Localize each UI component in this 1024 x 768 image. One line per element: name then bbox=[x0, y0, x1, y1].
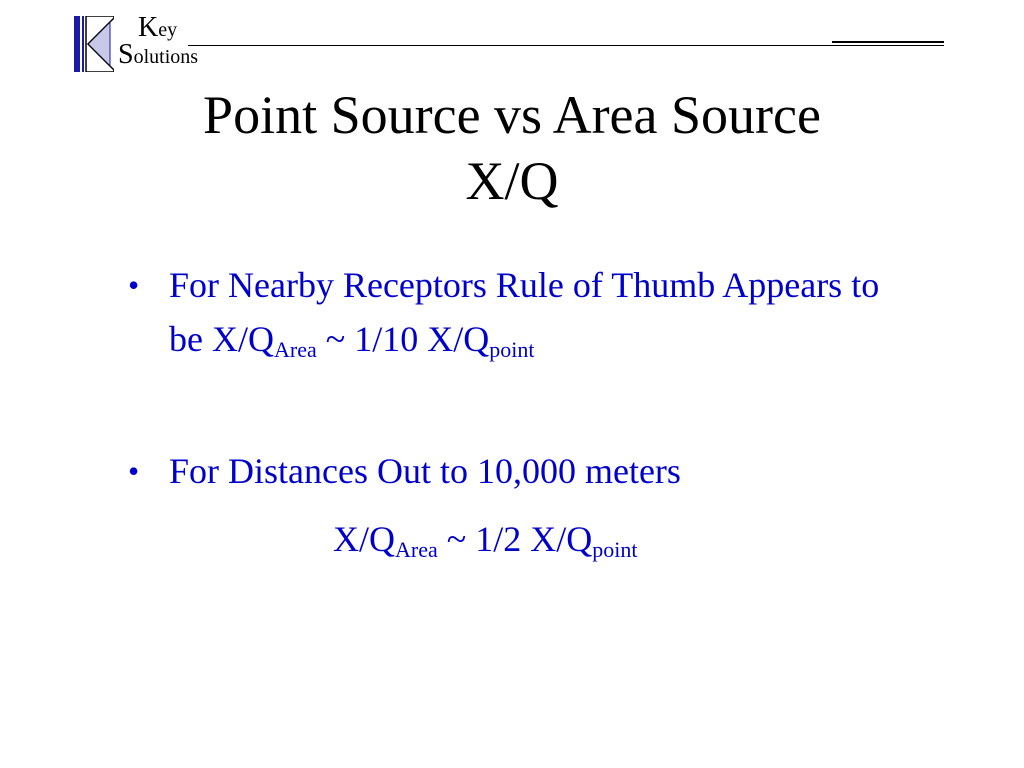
header-rule-accent bbox=[832, 41, 944, 43]
formula-part: ~ 1/2 X/Q bbox=[437, 519, 593, 559]
bullet-text: For Distances Out to 10,000 meters bbox=[169, 451, 681, 491]
logo-solutions-rest: olutions bbox=[133, 46, 199, 68]
header-rule bbox=[188, 45, 944, 46]
bullet-text-part: For Nearby Receptors Rule of Thumb Appears to be X/Q bbox=[169, 265, 880, 359]
subscript-point: point bbox=[489, 337, 535, 362]
subscript-area: Area bbox=[395, 537, 438, 562]
logo-solutions-initial: S bbox=[118, 39, 134, 70]
bullet-marker: • bbox=[128, 453, 140, 489]
bullet-item-nearby-receptors bbox=[128, 258, 888, 366]
bullet-item-distances bbox=[128, 444, 888, 498]
bullet-text-part: ~ 1/10 X/Q bbox=[316, 319, 490, 359]
ratio-formula bbox=[333, 512, 637, 566]
subscript-area: Area bbox=[273, 337, 317, 362]
slide-title-line-1: Point Source vs Area Source bbox=[203, 85, 821, 145]
logo-k-mark-icon bbox=[74, 16, 114, 72]
key-solutions-logo bbox=[74, 14, 224, 74]
logo-wordmark bbox=[118, 12, 199, 70]
subscript-point: point bbox=[592, 537, 638, 562]
logo-key-initial: K bbox=[138, 12, 159, 43]
formula-part: X/Q bbox=[333, 519, 395, 559]
slide-title-line-2: X/Q bbox=[465, 151, 559, 211]
logo-key-rest: ey bbox=[158, 19, 178, 41]
logo-solutions-word bbox=[118, 39, 199, 70]
bullet-text bbox=[169, 258, 888, 366]
slide-title bbox=[0, 82, 1024, 214]
bullet-marker: • bbox=[128, 267, 140, 303]
